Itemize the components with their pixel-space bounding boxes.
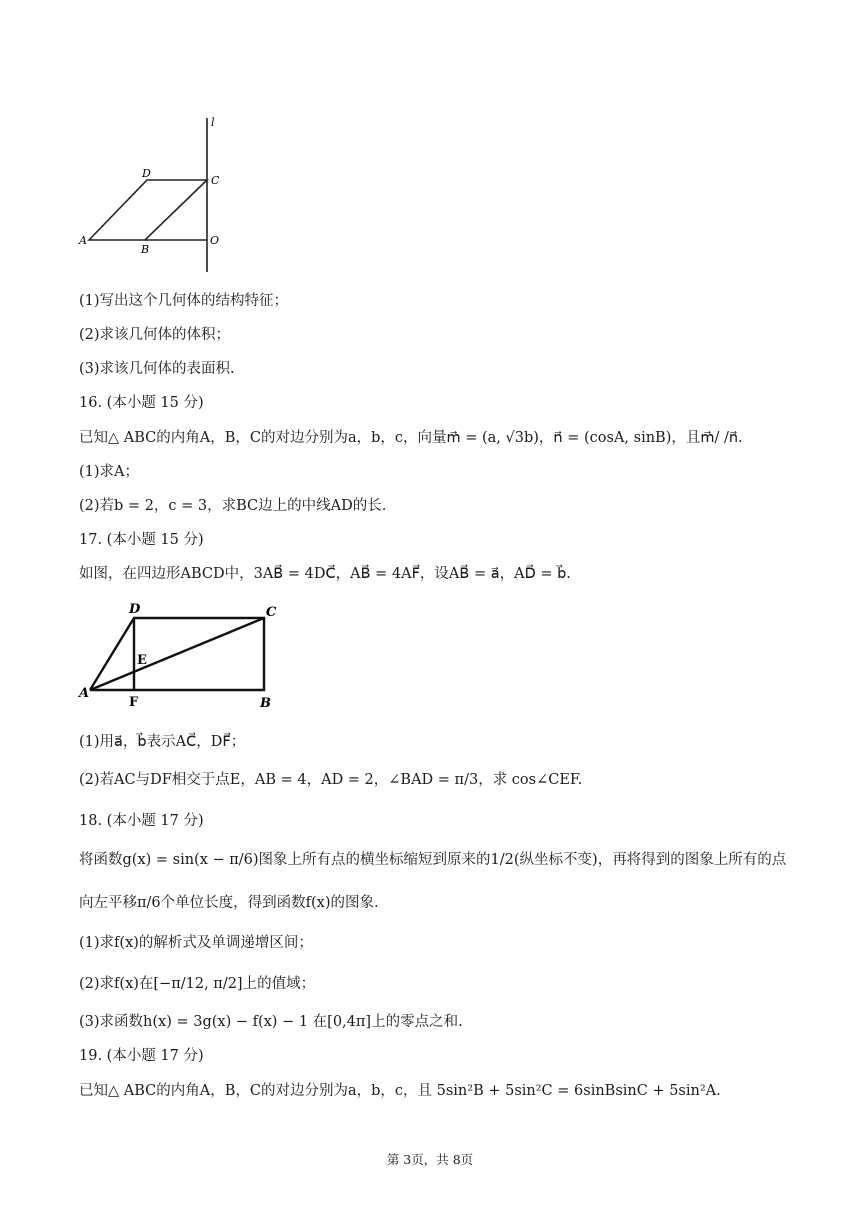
label-a: A	[79, 234, 87, 247]
label-d: D	[142, 167, 151, 180]
label-e2: E	[137, 653, 147, 668]
label-b2: B	[260, 696, 271, 711]
label-c: C	[211, 174, 220, 187]
label-b: B	[141, 243, 150, 256]
page-footer: 第 3页，共 8页	[386, 1152, 474, 1167]
q18-stem2: 向左平移π/6个单位长度，得到函数f(x)的图象.	[79, 895, 379, 911]
q16-heading: 16. (本小题 15 分)	[79, 395, 204, 411]
q18-part1: (1)求f(x)的解析式及单调递增区间；	[79, 935, 313, 951]
q17-part1: (1)用a⃗，b⃗表示AC⃗，DF⃗；	[79, 734, 246, 750]
q17-stem: 如图，在四边形ABCD中，3AB⃗ = 4DC⃗，AB⃗ = 4AF⃗，设AB⃗ = a⃗，AD⃗ = b⃗.	[79, 566, 571, 582]
q17-heading: 17. (本小题 15 分)	[79, 532, 204, 548]
q17-part2: (2)若AC与DF相交于点E，AB = 4，AD = 2，∠BAD = π/3，求 cos∠CEF.	[79, 772, 583, 788]
q18-part3: (3)求函数h(x) = 3g(x) − f(x) − 1 在[0,4π]上的零点之和.	[79, 1014, 463, 1030]
label-a2: A	[79, 686, 90, 701]
q15-part2: (2)求该几何体的体积；	[79, 327, 231, 343]
q15-part3: (3)求该几何体的表面积.	[79, 361, 235, 377]
q18-stem1: 将函数g(x) = sin(x − π/6)图象上所有点的横坐标缩短到原来的1/2(纵坐标不变)，再将得到的图象上所有的点	[79, 852, 787, 868]
q16-part1: (1)求A；	[79, 464, 140, 480]
label-c2: C	[266, 605, 277, 620]
q16-part2: (2)若b = 2，c = 3，求BC边上的中线AD的长.	[79, 498, 387, 514]
label-d2: D	[129, 602, 141, 617]
q19-stem: 已知△ ABC的内角A，B，C的对边分别为a，b，c，且 5sin²B + 5sin²C = 6sinBsinC + 5sin²A.	[79, 1083, 721, 1099]
label-f2: F	[129, 695, 139, 710]
q18-part2: (2)求f(x)在[−π/12, π/2]上的值域；	[79, 976, 316, 992]
quadrilateral-figure-svg	[76, 600, 286, 712]
segment-ac	[90, 618, 264, 690]
rotation-figure	[75, 110, 235, 275]
label-l: l	[211, 116, 215, 129]
q16-stem: 已知△ ABC的内角A，B，C的对边分别为a，b，c，向量m⃗ = (a, √3b)，n⃗ = (cosA, sinB)，且m⃗/ /n⃗.	[79, 430, 743, 446]
parallelogram-abcd	[89, 180, 207, 240]
label-o: O	[210, 234, 220, 247]
q15-part1: (1)写出这个几何体的结构特征；	[79, 293, 289, 309]
q18-heading: 18. (本小题 17 分)	[79, 813, 204, 829]
rotation-figure-svg	[75, 110, 235, 275]
quadrilateral-figure	[76, 600, 286, 712]
q19-heading: 19. (本小题 17 分)	[79, 1048, 204, 1064]
